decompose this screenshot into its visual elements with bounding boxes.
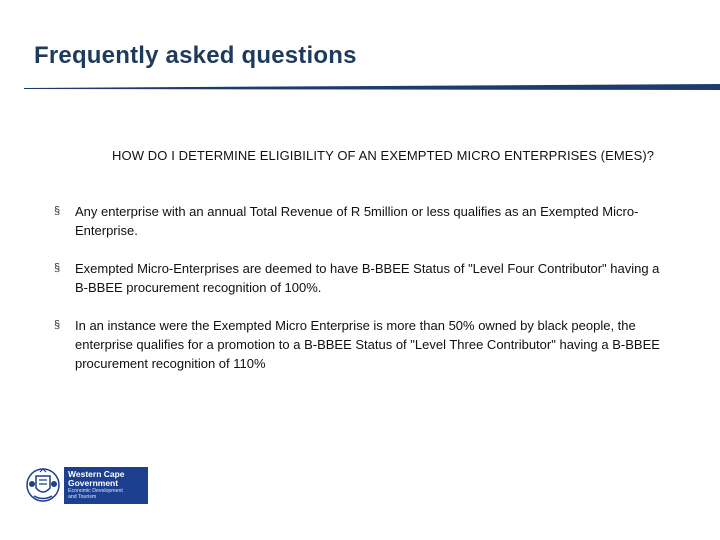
logo-wordmark	[64, 467, 148, 504]
bullet-marker-icon: §	[54, 319, 61, 331]
list-item	[54, 202, 674, 240]
bullet-marker-icon: §	[54, 205, 61, 217]
list-item-text: Any enterprise with an annual Total Revenue of R 5million or less qualifies as an Exempted Micro-Enterprise.	[75, 204, 639, 238]
answer-list	[54, 202, 674, 392]
title-divider	[24, 84, 720, 90]
list-item-text: Exempted Micro-Enterprises are deemed to have B-BBEE Status of "Level Four Contributor" having a B-BBEE procurement recognition of 100%.	[75, 261, 660, 295]
question-heading: HOW DO I DETERMINE ELIGIBILITY OF AN EXEMPTED MICRO ENTERPRISES (EMES)?	[112, 148, 655, 163]
logo-line-1: Western Cape	[68, 469, 125, 479]
list-item	[54, 316, 674, 373]
list-item-text: In an instance were the Exempted Micro Enterprise is more than 50% owned by black people, the enterprise qualifies for a promotion to a B-BBEE Status of "Level Three Contributor" having a B-BBEE procurement recognition of 110%	[75, 318, 660, 371]
government-logo	[24, 465, 148, 505]
page-title: Frequently asked questions	[34, 42, 357, 69]
logo-line-3: Economic Development	[68, 488, 123, 494]
list-item	[54, 259, 674, 297]
coat-of-arms-icon	[24, 466, 62, 504]
bullet-marker-icon: §	[54, 262, 61, 274]
logo-line-2: Government	[68, 478, 119, 488]
logo-line-4: and Tourism	[68, 494, 97, 500]
